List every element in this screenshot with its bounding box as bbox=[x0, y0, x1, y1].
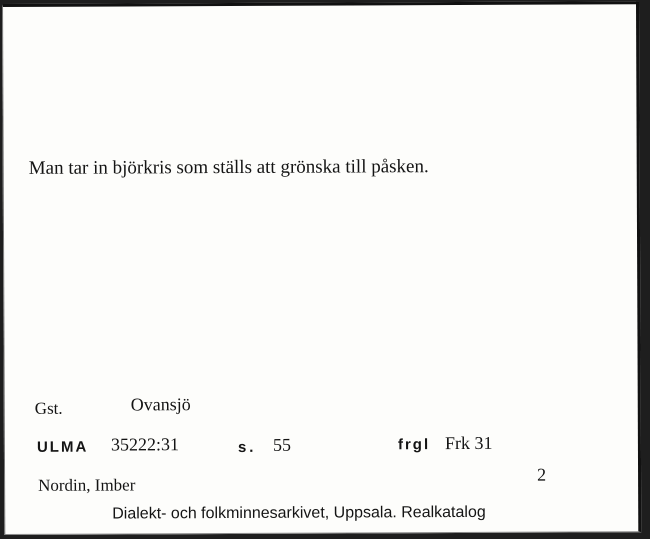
ulma-label: ULMA bbox=[36, 438, 89, 456]
archive-card bbox=[2, 1, 641, 535]
gst-label: Gst. bbox=[34, 398, 63, 418]
frgl-label: frgl bbox=[397, 436, 431, 454]
page-label: s. bbox=[237, 438, 257, 456]
recorder-name: Nordin, Imber bbox=[38, 475, 136, 495]
frgl-value: Frk 31 bbox=[444, 432, 493, 454]
page-value: 55 bbox=[272, 434, 291, 455]
card-main-text: Man tar in björkris som ställs att grönska till påsken. bbox=[28, 156, 429, 179]
ulma-value: 35222:31 bbox=[110, 434, 179, 455]
gst-value: Ovansjö bbox=[130, 394, 191, 415]
card-number: 2 bbox=[537, 464, 547, 485]
archive-footer: Dialekt- och folkminnesarkivet, Uppsala. Realkatalog bbox=[112, 503, 486, 523]
